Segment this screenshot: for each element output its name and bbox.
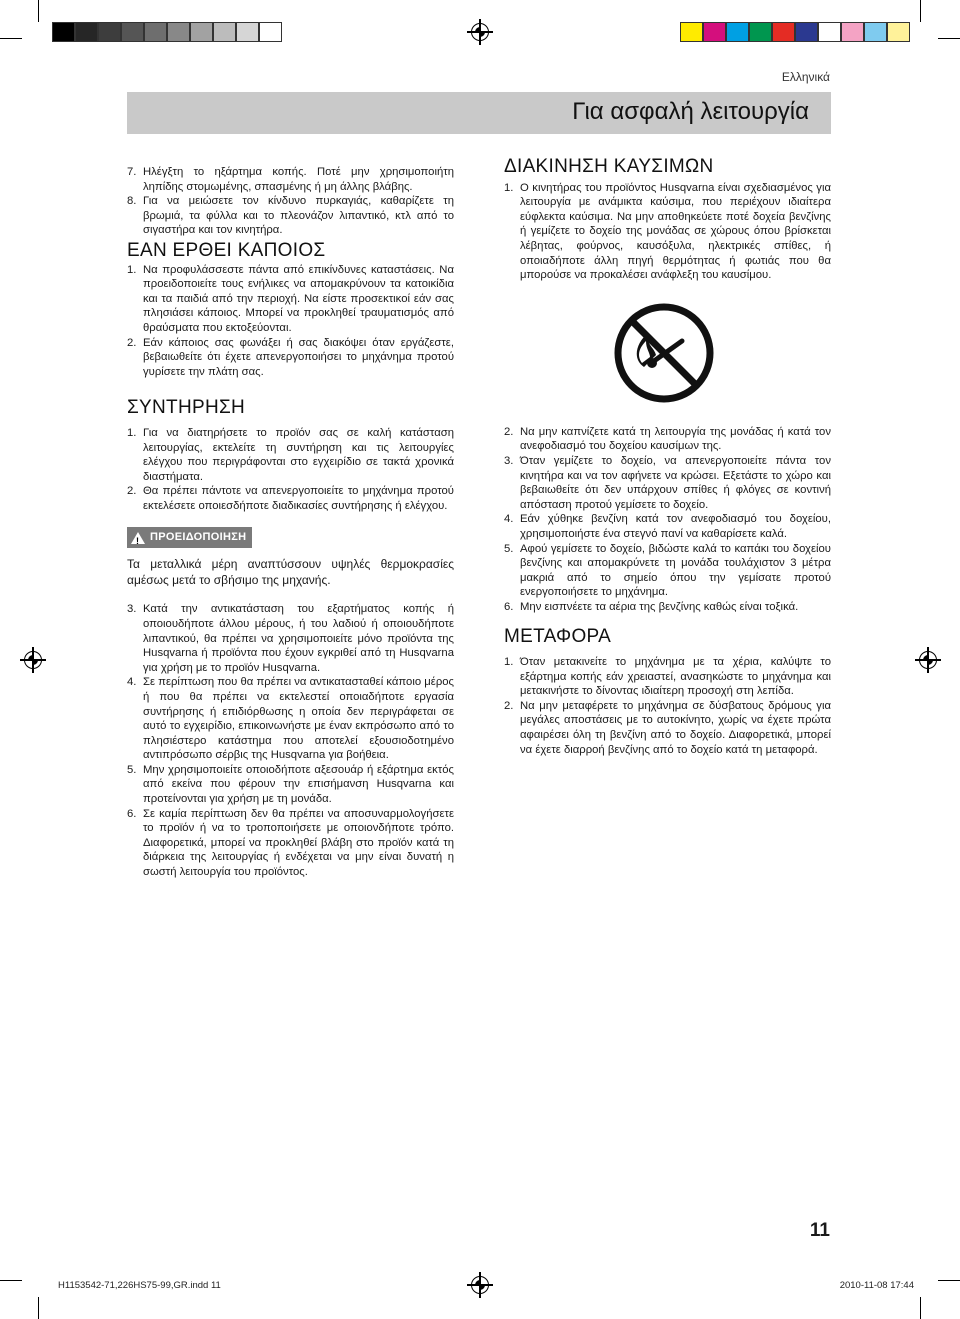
crop-mark <box>938 1280 960 1281</box>
list-item <box>127 426 454 484</box>
list-item-text: Αφού γεμίσετε το δοχείο, βιδώστε καλά το καπάκι του δοχείου βενζίνης και απομακρύνετε τη μονάδα τουλάχιστον 3 μέτρα μακριά από το σημείο όπου την γεμίσατε προτού ενεργοποιήσετε το μηχάνημα. <box>520 542 831 599</box>
title-bar <box>127 92 831 134</box>
list-section-4 <box>504 655 831 757</box>
no-open-flame-icon <box>614 303 714 403</box>
list-item-number: 1. <box>504 181 514 194</box>
crop-mark <box>920 1297 921 1319</box>
color-swatch <box>726 22 749 42</box>
list-item-number: 3. <box>504 454 514 467</box>
warning-badge <box>127 527 252 548</box>
color-swatch <box>680 22 703 42</box>
list-item-text: Να μην μεταφέρετε το μηχάνημα σε δύσβατους δρόμους για μεγάλες αποστάσεις με το αυτοκίνητο, χωρίς να έχετε πρώτα αφαιρέσει όλη τη βενζίνη από το δοχείο. Διαφορετικά, μπορεί να έχετε διαρροή βενζίνης από το δοχείο κατά τη μεταφορά. <box>520 699 831 756</box>
list-item-number: 1. <box>127 426 137 439</box>
list-item-number: 8. <box>127 195 137 208</box>
footer-date: 2010-11-08 17:44 <box>839 1280 914 1291</box>
registration-mark-icon <box>919 651 937 669</box>
color-swatch <box>795 22 818 42</box>
crop-mark <box>0 38 22 39</box>
crop-mark <box>38 0 39 22</box>
color-swatch <box>818 22 841 42</box>
list-item-number: 5. <box>504 542 514 555</box>
list-item-number: 1. <box>504 656 514 669</box>
list-section-3a <box>504 181 831 283</box>
list-item <box>504 699 831 757</box>
list-section-1 <box>127 263 454 380</box>
list-item-number: 1. <box>127 263 137 276</box>
list-item-text: Εάν χύθηκε βενζίνη κατά τον ανεφοδιασμό του δοχείου, χρησιμοποιήστε ένα στεγνό πανί να καθαρίσετε καλά. <box>520 513 831 540</box>
color-swatch <box>75 22 98 42</box>
list-section-2b <box>127 602 454 879</box>
list-section-3b <box>504 425 831 615</box>
color-swatch <box>121 22 144 42</box>
list-item-text: Κατά την αντικατάσταση του εξαρτήματος κοπής ή οποιουδήποτε άλλου μέρους, ή του λαδιού ή οποιουδήποτε λιπαντικού, θα πρέπει να χρησιμοποιείτε μόνο προϊόντα της Husqvarna ή προϊόντα που έχουν εγκριθεί από τη Husqvarna για χρήση με το προϊόν Husqvarna. <box>143 603 454 674</box>
list-item-text: Ο κινητήρας του προϊόντος Husqvarna είναι σχεδιασμένος για λειτουργία με ανάμικτα καύσιμα, που περιέχουν ιδιαίτερα εύφλεκτα καύσιμα. Να μην αποθηκεύετε ποτέ δοχεία βενζίνης ή γεμίζετε το δοχείο της μονάδας σε χώρους όπου βρίσκεται λέβητας, φούρνος, καυσόξυλα, ηλεκτρικές σπίθες, ή οποιαδήποτε άλλη πηγή θερμότητας ή φωτιάς που θα μπορούσε να προκαλέσει ανάφλεξη του καυσίμου. <box>520 181 831 282</box>
language-label: Ελληνικά <box>781 70 830 84</box>
color-bar <box>680 22 910 42</box>
list-item-number: 2. <box>127 336 137 349</box>
warning-label: ΠΡΟΕΙΔΟΠΟΙΗΣΗ <box>150 531 247 544</box>
color-swatch <box>144 22 167 42</box>
list-item-text: Να προφυλάσσεστε πάντα από επικίνδυνες καταστάσεις. Να προειδοποιείτε τους ενήλικες να απομακρύνουν τα κατοικίδια και τα παιδιά από την περιοχή. Να είστε προσεκτικοί εάν σας πλησιάσει κάποιος. Μπορεί να προκληθεί τραυματισμός από θραύσματα που εκτοξεύονται. <box>143 263 454 334</box>
list-item <box>127 602 454 675</box>
list-item-text: Σε περίπτωση που θα πρέπει να αντικατασταθεί κάποιο μέρος ή που θα πρέπει να εκτελεστεί οποιαδήποτε εργασία συντήρησης ή επιδιόρθωσης η οποία δεν περιγράφεται σε αυτό το εγχειρίδιο, επικοινωνήστε με έναν εκπρόσωπο από το πλησιέστερο κατάστημα που αποτελεί εξουσιοδοτημένο αντιπρόσωπο σέρβις της Husqvarna για βοήθεια. <box>143 676 454 762</box>
list-item <box>127 763 454 807</box>
color-swatch <box>703 22 726 42</box>
list-item-number: 3. <box>127 603 137 616</box>
color-swatch <box>213 22 236 42</box>
list-item-number: 2. <box>127 485 137 498</box>
color-swatch <box>259 22 282 42</box>
color-swatch <box>864 22 887 42</box>
list-item <box>504 542 831 600</box>
footer-file-name: H1153542-71,226HS75-99,GR.indd 11 <box>58 1280 221 1291</box>
crop-mark <box>0 1280 22 1281</box>
list-item-text: Για να διατηρήσετε το προϊόν σας σε καλή κατάσταση λειτουργίας, εκτελείτε τη συντήρηση και τις λειτουργίες ελέγχου που περιγράφονται στο εγχειρίδιο σε τακτά χρονικά διαστήματα. <box>143 426 454 483</box>
list-item <box>127 194 454 238</box>
list-item-text: Μην εισπνέετε τα αέρια της βενζίνης καθώς είναι τοξικά. <box>520 600 799 613</box>
list-item <box>127 807 454 880</box>
list-item <box>127 165 454 194</box>
list-item-number: 7. <box>127 166 137 178</box>
warning-text: Τα μεταλλικά μέρη αναπτύσσουν υψηλές θερμοκρασίες αμέσως μετά το σβήσιμο της μηχανής. <box>127 557 454 588</box>
list-item-number: 6. <box>127 807 137 820</box>
registration-mark-icon <box>24 651 42 669</box>
color-swatch <box>841 22 864 42</box>
crop-mark <box>38 1297 39 1319</box>
section-heading-fuel-handling: ΔΙΑΚΙΝΗΣΗ ΚΑΥΣΙΜΩΝ <box>504 156 714 177</box>
list-item-text: Όταν μετακινείτε το μηχάνημα με τα χέρια, καλύψτε το εξάρτημα κοπής εάν χρειαστεί, ανασηκώστε το μηχάνημα και μετακινήστε το δίνοντας ιδιαίτερη προσοχή στη λεπίδα. <box>520 656 831 698</box>
list-items-top <box>127 165 454 238</box>
list-item <box>127 336 454 380</box>
list-item <box>504 512 831 541</box>
page-number: 11 <box>809 1220 830 1241</box>
list-item-text: Όταν γεμίζετε το δοχείο, να απενεργοποιείτε πάντα τον κινητήρα και να τον αφήνετε να κρώσει. Εξετάστε το χώρο και βεβαιωθείτε ότι δεν υπάρχουν σπίθες ή φλόγες σε κοντινή απόσταση προτού γεμίσετε το δοχείο. <box>520 454 831 511</box>
list-item <box>504 600 831 615</box>
list-item-number: 6. <box>504 600 514 613</box>
section-heading-if-someone-comes: ΕΑΝ ΕΡΘΕΙ ΚΑΠΟΙΟΣ <box>127 239 326 261</box>
list-item <box>504 181 831 283</box>
list-item <box>127 263 454 336</box>
list-item-text: Μην χρησιμοποιείτε οποιοδήποτε αξεσουάρ ή εξάρτημα εκτός από εκείνα που φέρουν την επισήμανση Husqvarna και προτείνονται για χρήση με τη μονάδα. <box>143 763 454 806</box>
color-swatch <box>98 22 121 42</box>
section-heading-maintenance: ΣΥΝΤΗΡΗΣΗ <box>127 397 246 419</box>
color-swatch <box>236 22 259 42</box>
list-item <box>504 425 831 454</box>
registration-mark-icon <box>471 1276 489 1294</box>
list-item-number: 4. <box>127 676 137 689</box>
warning-triangle-icon: ! <box>131 532 145 544</box>
list-section-2a <box>127 426 454 514</box>
registration-mark-icon <box>471 23 489 41</box>
right-column <box>504 156 831 757</box>
color-swatch <box>749 22 772 42</box>
list-item-text: Ηλέγξτη το ηξάρτημα κοπής. Ποτέ μην χρησιμοποιήτη ληπίδης στομωμένης, σπασμένης ή μη άλλης βλάβης. <box>143 166 454 193</box>
list-item-number: 5. <box>127 763 137 776</box>
list-item <box>127 675 454 763</box>
list-item <box>504 655 831 699</box>
list-item-text: Εάν κάποιος σας φωνάξει ή σας διακόψει όταν εργάζεστε, βεβαιωθείτε ότι έχετε απενεργοποιήσει το μηχάνημα προτού γυρίσετε την πλάτη σας. <box>143 336 454 378</box>
list-item-text: Για να μειώσετε τον κίνδυνο πυρκαγιάς, καθαρίζετε τη βρωμιά, τα φύλλα και το πλεονάζον λιπαντικό, κτλ από το σιγαστήρα και τον κινητήρα. <box>143 195 454 237</box>
color-swatch <box>52 22 75 42</box>
left-column <box>127 165 454 880</box>
crop-mark <box>920 0 921 22</box>
list-item-number: 2. <box>504 699 514 712</box>
list-item-text: Να μην καπνίζετε κατά τη λειτουργία της μονάδας ή κατά τον ανεφοδιασμό του δοχείου καυσίμων της. <box>520 425 831 453</box>
list-item <box>127 484 454 513</box>
color-swatch <box>190 22 213 42</box>
color-swatch <box>167 22 190 42</box>
color-swatch <box>772 22 795 42</box>
list-item <box>504 454 831 512</box>
grayscale-bar <box>52 22 282 42</box>
list-item-text: Θα πρέπει πάντοτε να απενεργοποιείτε το μηχάνημα προτού εκτελέσετε οποιεσδήποτε διαδικασίες συντήρησης ή ελέγχου. <box>143 485 454 512</box>
color-swatch <box>887 22 910 42</box>
list-item-text: Σε καμία περίπτωση δεν θα πρέπει να αποσυναρμολογήσετε το προϊόν ή να το τροποποιήσετε με οποιονδήποτε τρόπο. Διαφορετικά, μπορεί να προκληθεί βλάβη στο προϊόν κατά τη διάρκεια της λειτουργίας ή ενδέχεται να μην είναι δυνατή η σωστή λειτουργία του προϊόντος. <box>143 807 454 879</box>
section-heading-transport: ΜΕΤΑΦΟΡΑ <box>504 626 612 648</box>
list-item-number: 2. <box>504 425 514 438</box>
crop-mark <box>938 38 960 39</box>
list-item-number: 4. <box>504 513 514 526</box>
page-title: Για ασφαλή λειτουργία <box>572 98 809 125</box>
